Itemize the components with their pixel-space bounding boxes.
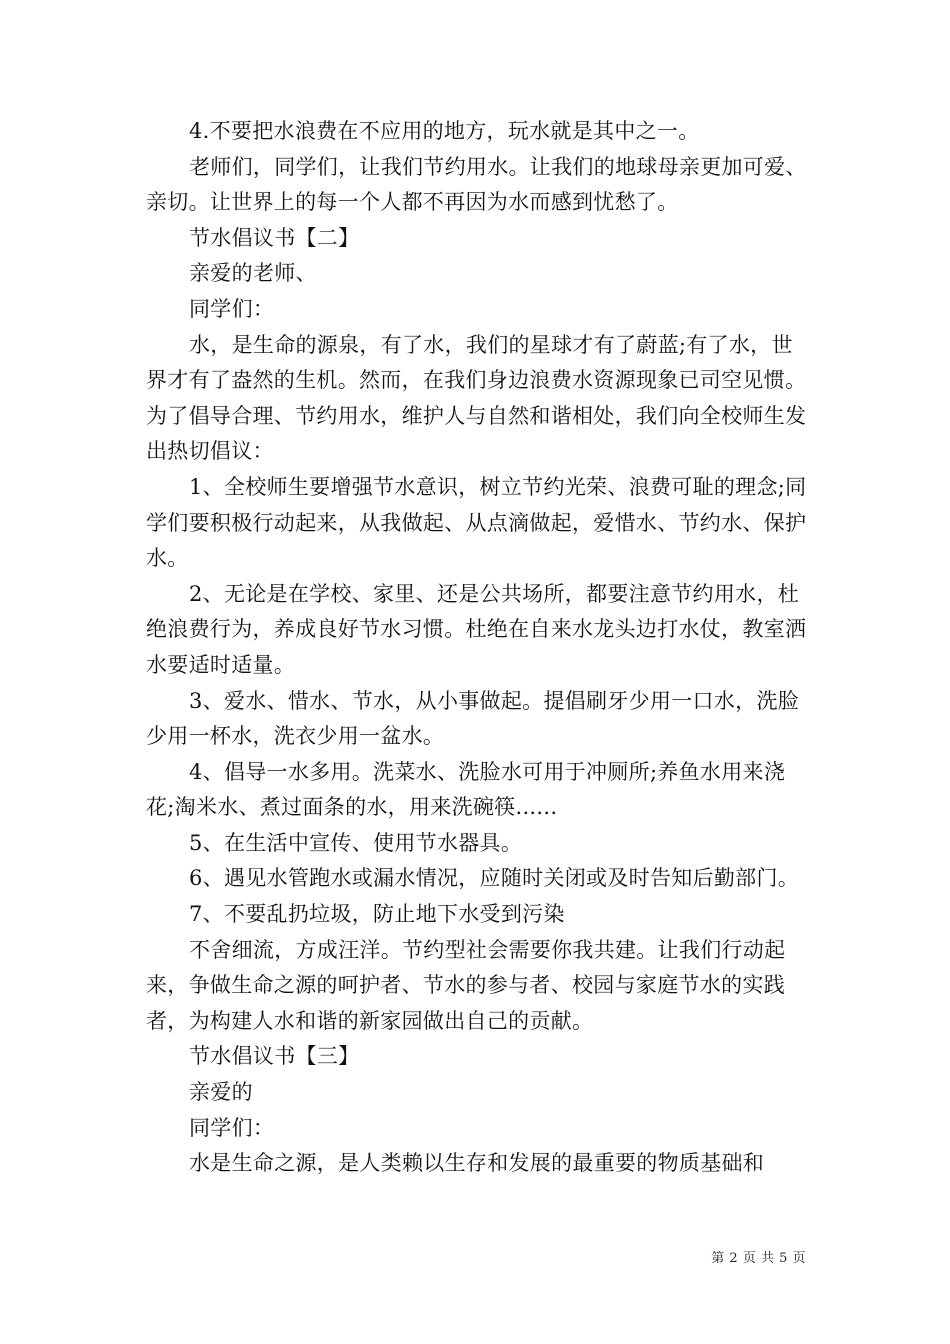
section-heading-2: 节水倡议书【二】 xyxy=(189,225,360,250)
paragraph-intro: 水，是生命的源泉，有了水，我们的星球才有了蔚蓝;有了水，世界才有了盎然的生机。然而，在我们身边浪费水资源现象已司空见惯。为了倡导合理、节约用水，维护人与自然和谐相处，我们向全校师生发出热切倡议： xyxy=(146,332,807,464)
salutation-line-3: 亲爱的 xyxy=(189,1080,253,1105)
salutation-line-1: 亲爱的老师、 xyxy=(189,261,317,286)
salutation-line-2: 同学们： xyxy=(189,296,275,321)
list-item-4: 4、倡导一水多用。洗菜水、洗脸水可用于冲厕所;养鱼水用来浇花;淘米水、煮过面条的水，用来洗碗筷...... xyxy=(146,759,786,820)
paragraph-item-4: 4.不要把水浪费在不应用的地方，玩水就是其中之一。 xyxy=(189,119,700,143)
salutation-line-4: 同学们： xyxy=(189,1115,275,1140)
page-number: 第 2 页 共 5 页 xyxy=(711,1251,806,1266)
section-heading-3: 节水倡议书【三】 xyxy=(189,1044,360,1069)
list-item-2: 2、无论是在学校、家里、还是公共场所，都要注意节约用水，杜绝浪费行为，养成良好节水习惯。杜绝在自来水龙头边打水仗，教室洒水要适时适量。 xyxy=(146,581,807,677)
paragraph-section-3-start: 水是生命之源，是人类赖以生存和发展的最重要的物质基础和 xyxy=(189,1151,765,1176)
document-body xyxy=(146,114,810,1182)
paragraph-closing-call: 老师们，同学们，让我们节约用水。让我们的地球母亲更加可爱、亲切。让世界上的每一个人都不再因为水而感到忧愁了。 xyxy=(146,154,807,215)
list-item-5: 5、在生活中宣传、使用节水器具。 xyxy=(189,830,523,855)
list-item-6: 6、遇见水管跑水或漏水情况，应随时关闭或及时告知后勤部门。 xyxy=(189,866,800,891)
list-item-7: 7、不要乱扔垃圾，防止地下水受到污染 xyxy=(189,902,565,927)
list-item-3: 3、爱水、惜水、节水，从小事做起。提倡刷牙少用一口水，洗脸少用一杯水，洗衣少用一盆水。 xyxy=(146,688,800,749)
paragraph-conclusion: 不舍细流，方成汪洋。节约型社会需要你我共建。让我们行动起来，争做生命之源的呵护者、节水的参与者、校园与家庭节水的实践者，为构建人水和谐的新家园做出自己的贡献。 xyxy=(146,937,786,1033)
list-item-1: 1、全校师生要增强节水意识，树立节约光荣、浪费可耻的理念;同学们要积极行动起来，从我做起、从点滴做起，爱惜水、节约水、保护水。 xyxy=(146,474,807,571)
